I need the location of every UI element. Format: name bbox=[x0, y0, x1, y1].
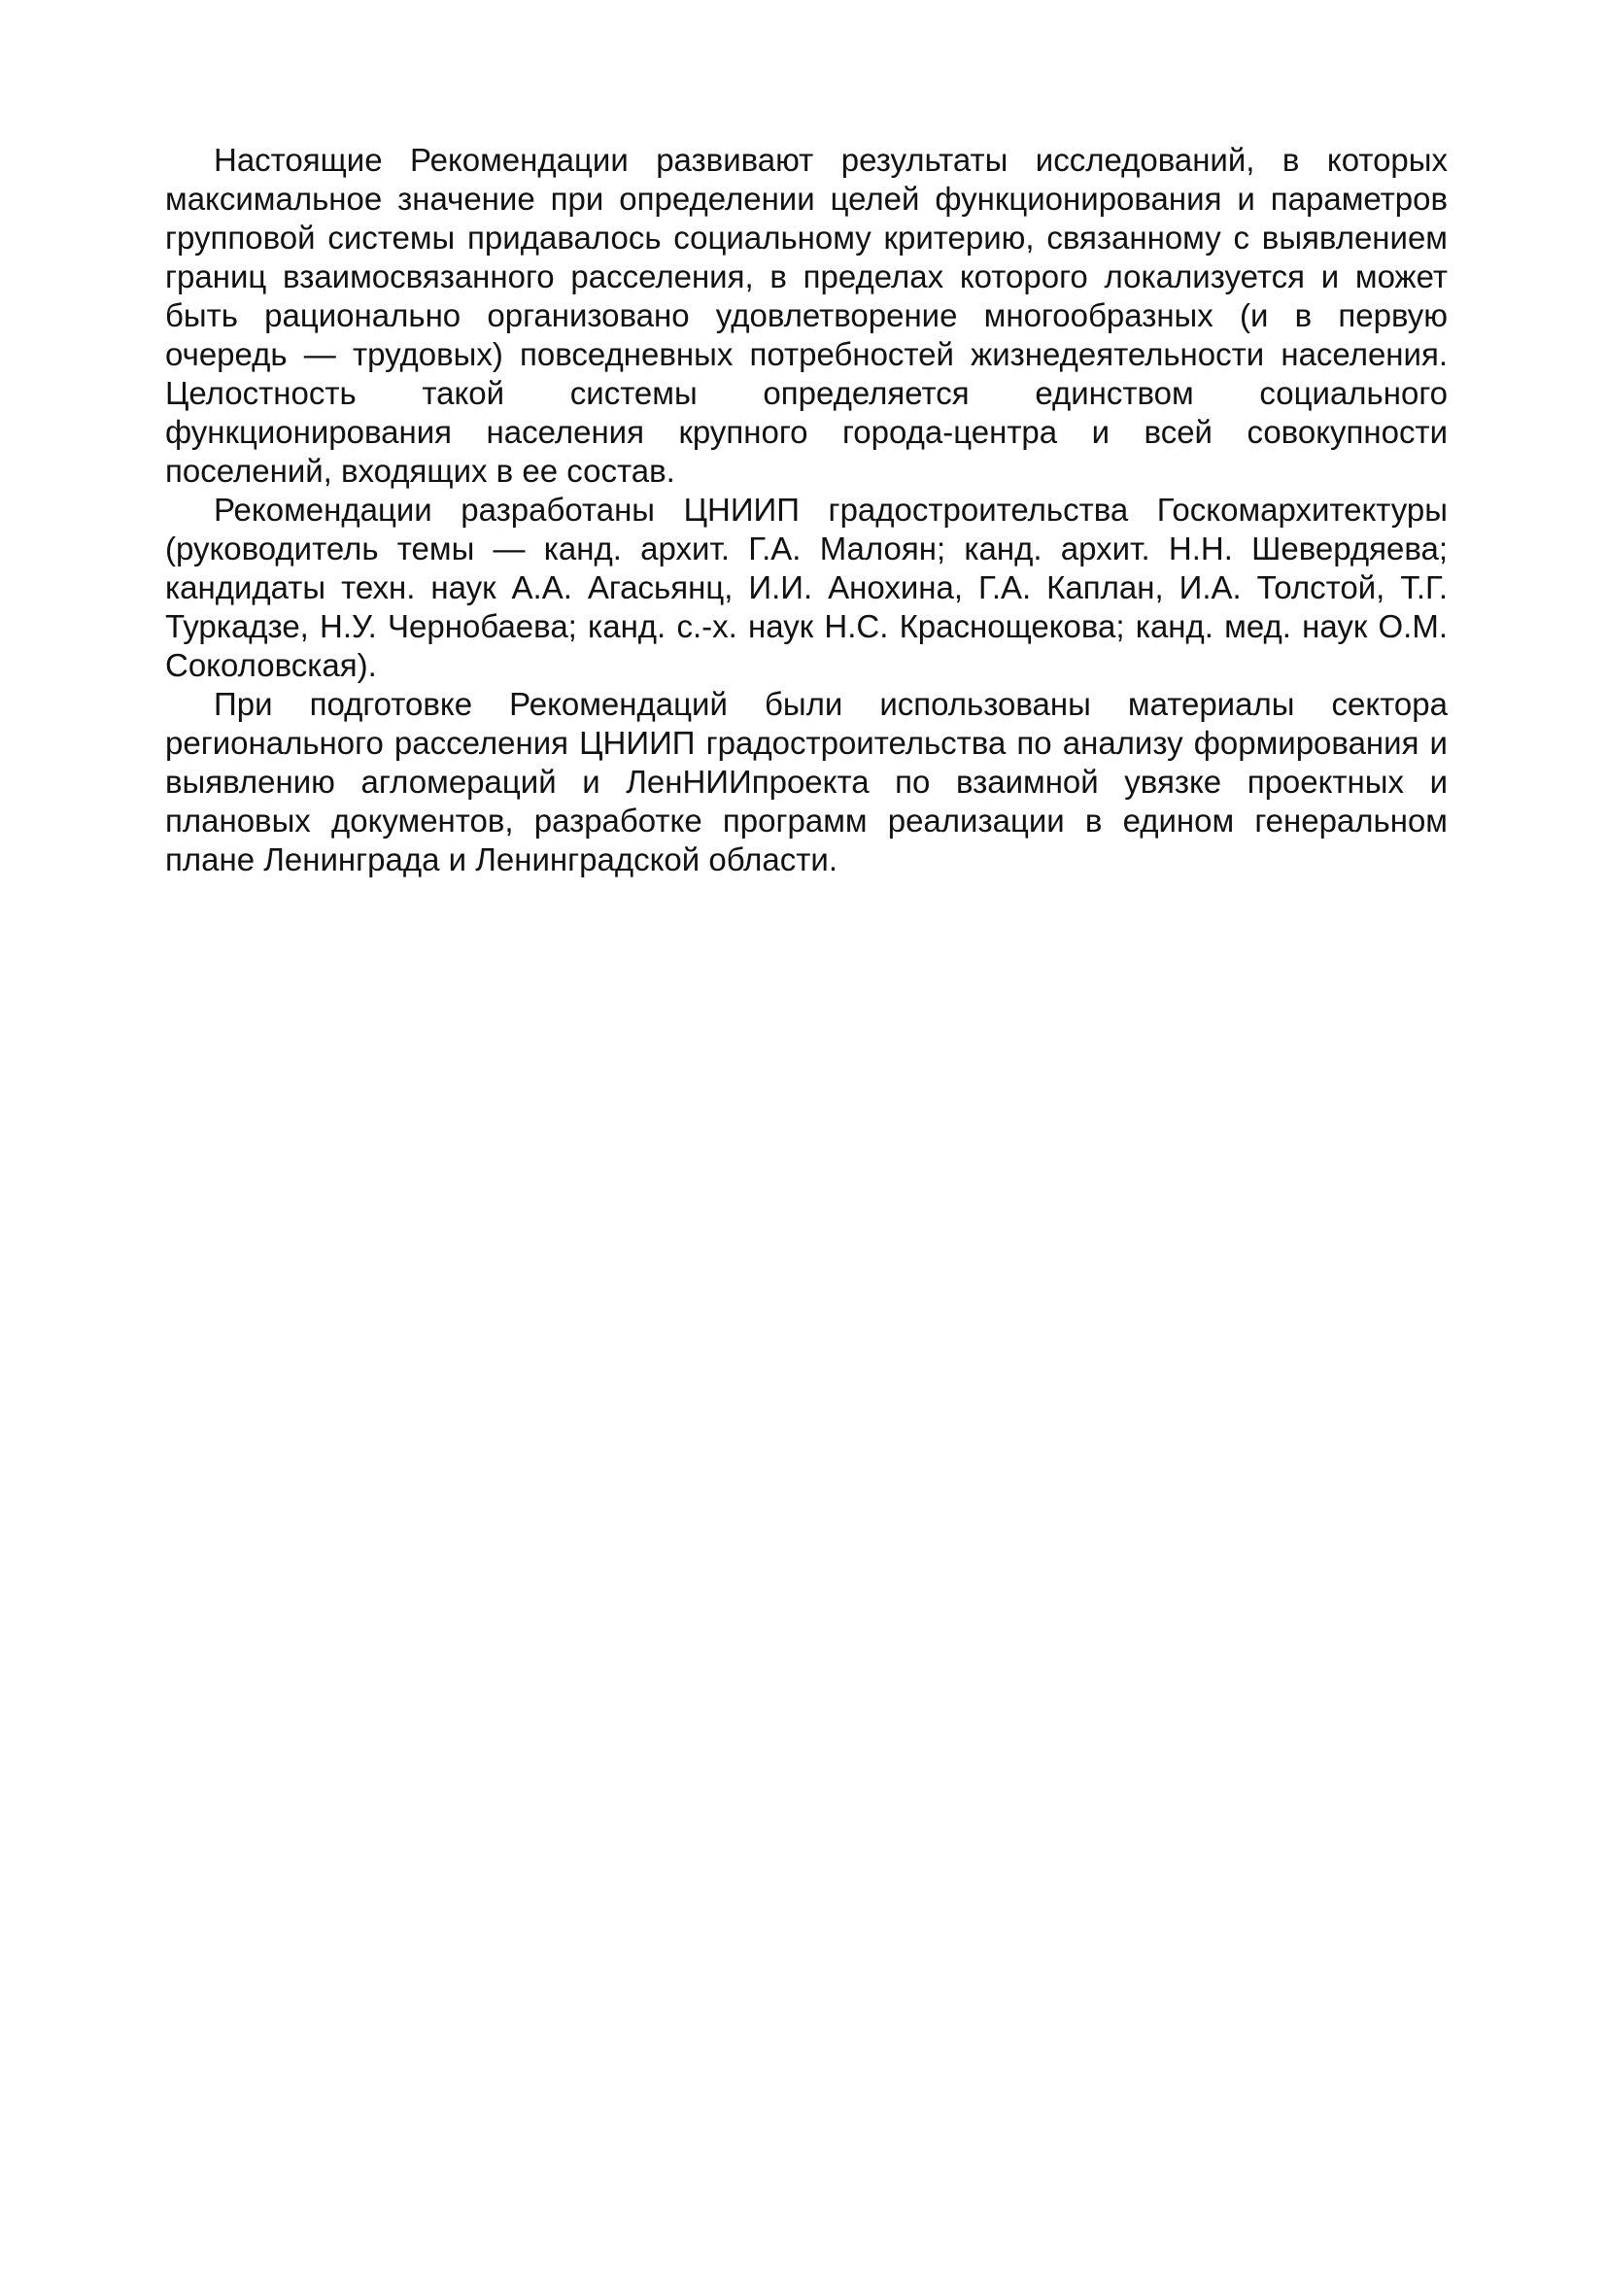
paragraph-authors: Рекомендации разработаны ЦНИИП градостроительства Госкомархитектуры (руководитель темы — канд. архит. Г.А. Малоян; канд. архит. Н.Н. Шевердяева; кандидаты техн. наук А.А. Агасьянц, И.И. Анохина, Г.А. Каплан, И.А. Толстой, Т.Г. Туркадзе, Н.У. Чернобаева; канд. с.-х. наук Н.С. Краснощекова; канд. мед. наук О.М. Соколовская). bbox=[165, 492, 1448, 683]
paragraph-materials: При подготовке Рекомендаций были использованы материалы сектора регионального расселения ЦНИИП градостроительства по анализу формирования и выявлению агломераций и ЛенНИИпроекта по взаимной увязке проектных и плановых документов, разработке программ реализации в едином генеральном плане Ленинграда и Ленинградской области. bbox=[165, 686, 1448, 877]
document-page bbox=[165, 141, 1448, 879]
paragraph-intro: Настоящие Рекомендации развивают результаты исследований, в которых максимальное значение при определении целей функционирования и параметров групповой системы придавалось социальному критерию, связанному с выявлением границ взаимосвязанного расселения, в пределах которого локализуется и может быть рационально организовано удовлетворение многообразных (и в первую очередь — трудовых) повседневных потребностей жизнедеятельности населения. Целостность такой системы определяется единством социального функционирования населения крупного города-центра и всей совокупности поселений, входящих в ее состав. bbox=[165, 142, 1448, 489]
